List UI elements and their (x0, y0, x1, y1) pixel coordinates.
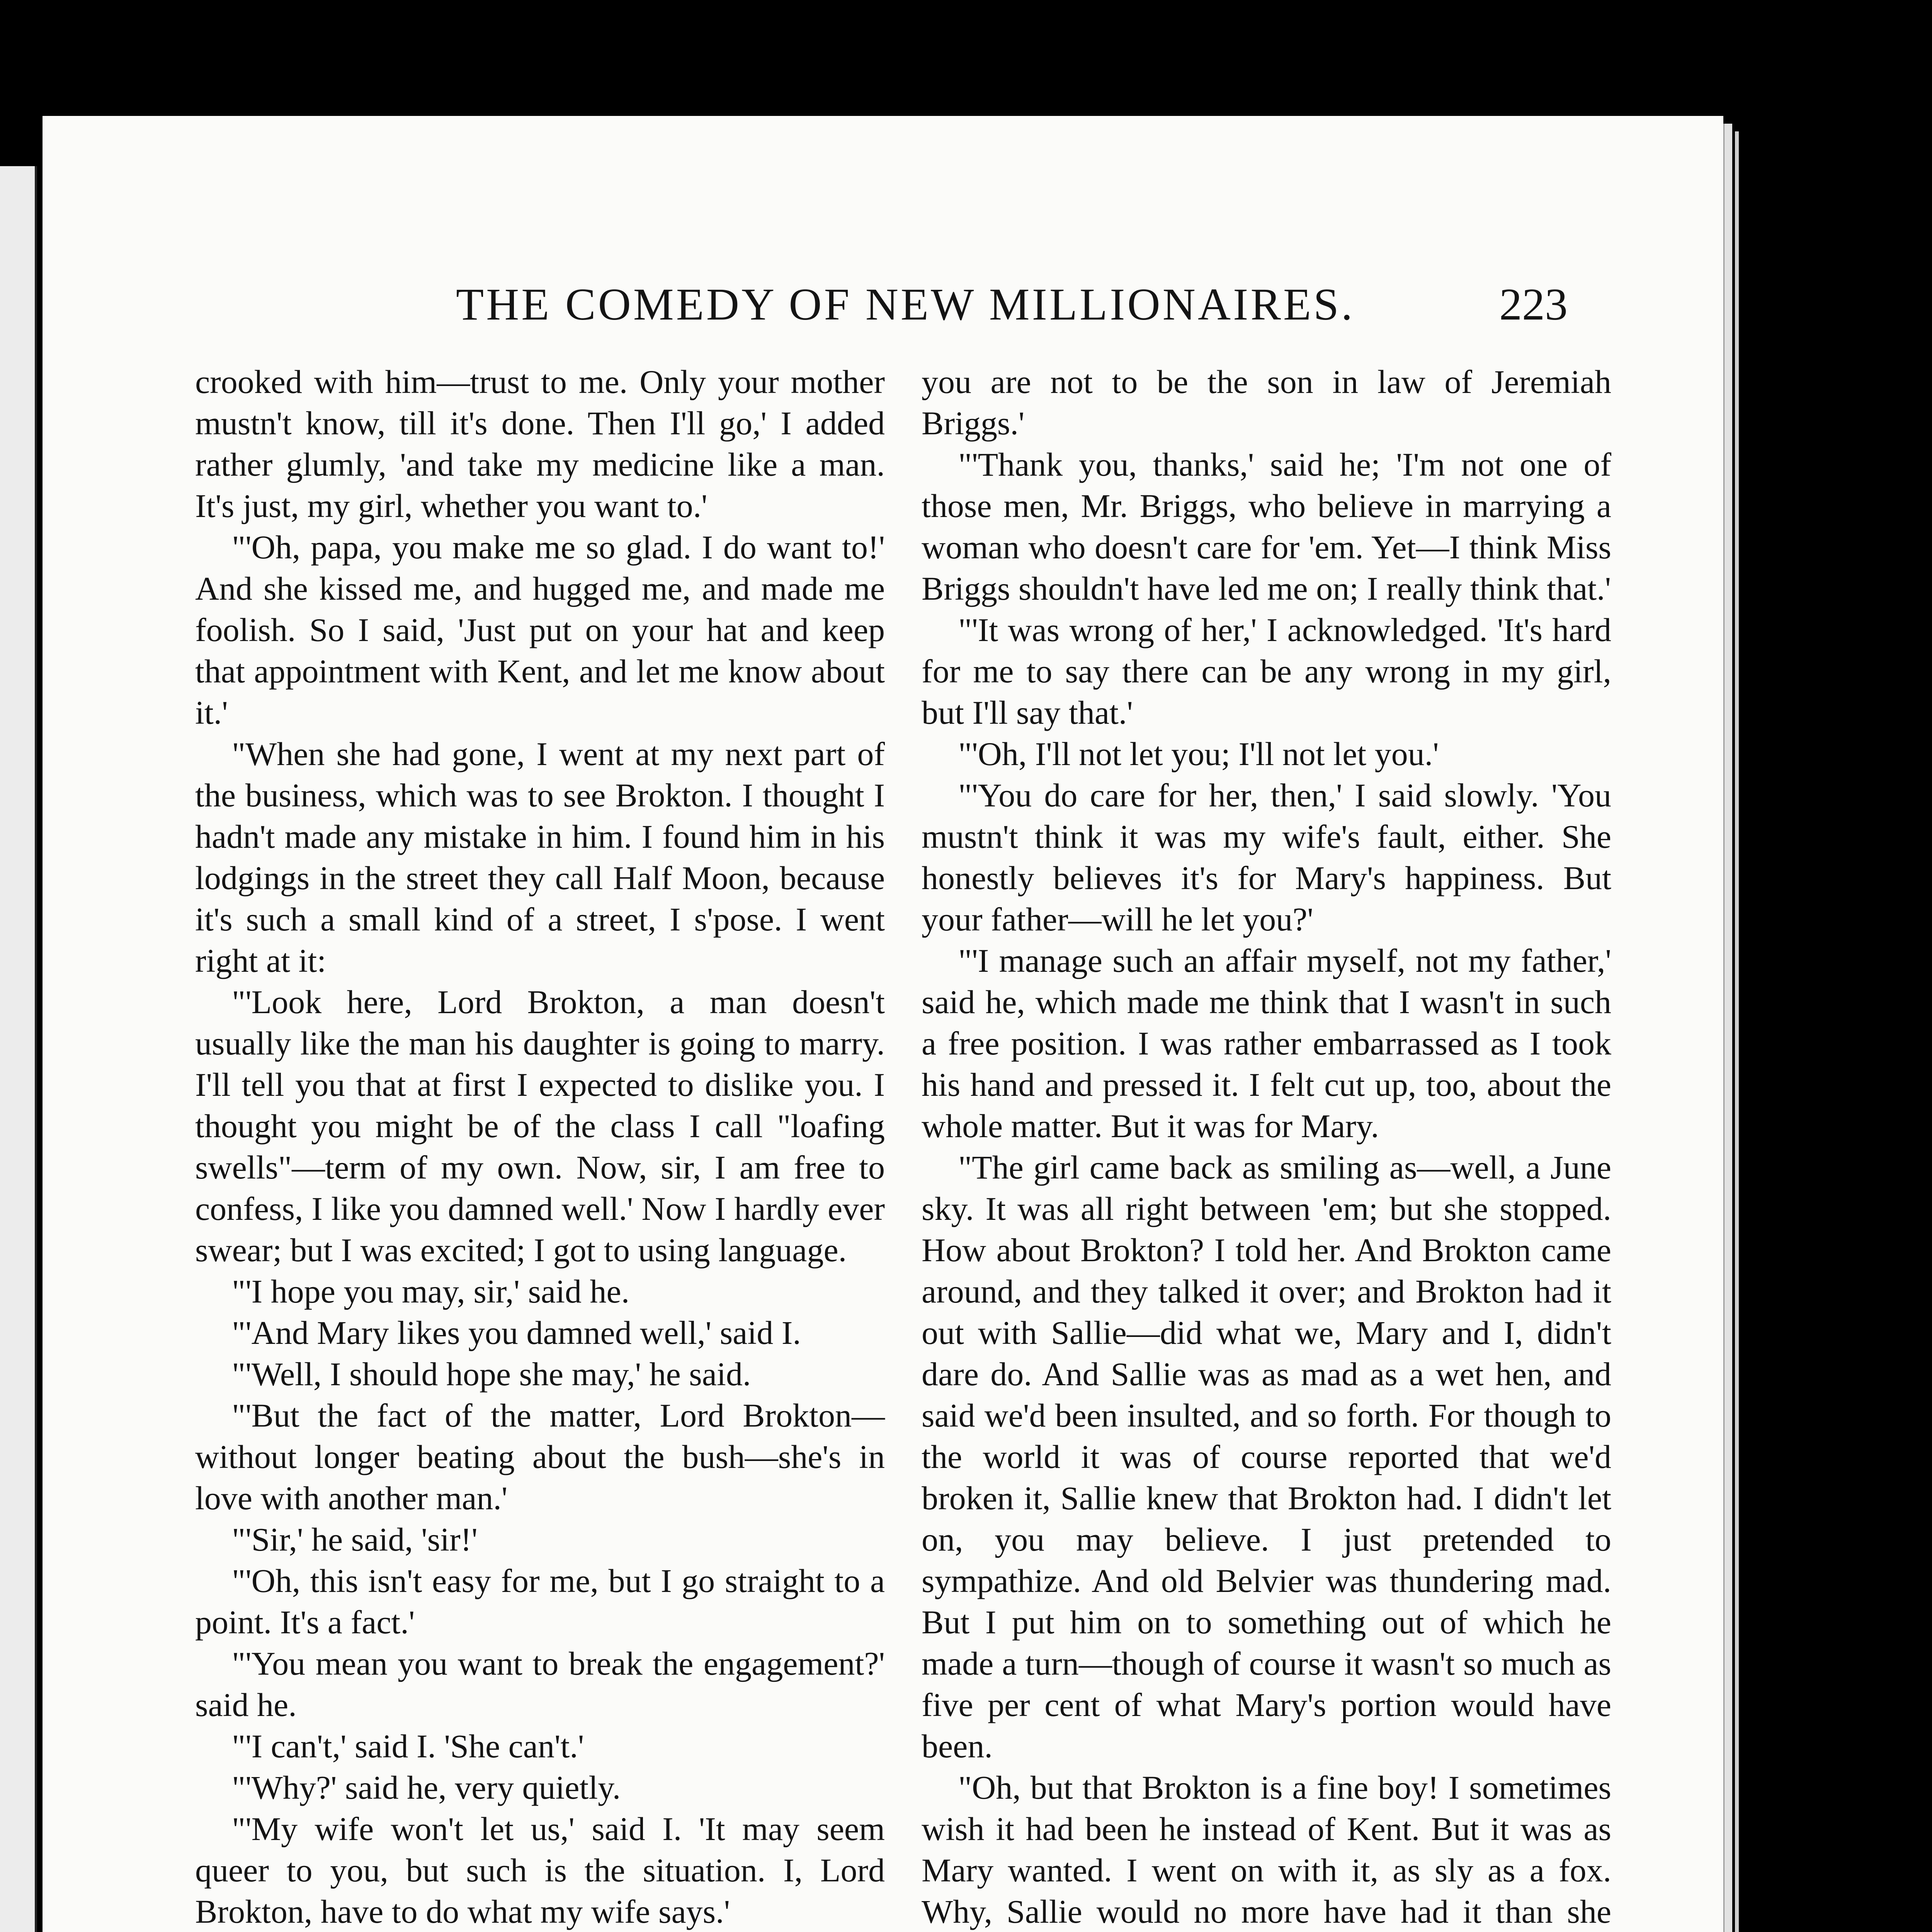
paragraph: "'And Mary likes you damned well,' said I. (232, 1314, 801, 1351)
paragraph: "'Well, I should hope she may,' he said. (232, 1355, 751, 1393)
facing-page-edge (0, 166, 37, 1932)
running-head: THE COMEDY OF NEW MILLIONAIRES. (456, 279, 1355, 330)
text-column-left (195, 361, 885, 1932)
paragraph: "'Look here, Lord Brokton, a man doesn't usually like the man his daughter is going to marry. I'll tell you that at first I expected to dislike you. I thought you might be of the class I call "loafing swells"—term of my own. Now, sir, I am free to confess, I like you damned well.' Now I hardly ever swear; but I was excited; I got to using language. (195, 983, 885, 1269)
paragraph: "'I manage such an affair myself, not my father,' said he, which made me think that I wasn't in such a free position. I was rather embarrassed as I took his hand and pressed it. I felt cut up, too, about the whole matter. But it was for Mary. (922, 942, 1611, 1145)
paragraph: "'Oh, papa, you make me so glad. I do want to!' And she kissed me, and hugged me, and made me foolish. So I said, 'Just put on your hat and keep that appointment with Kent, and let me know about it.' (195, 529, 885, 731)
page-stack-edge-inner (1735, 131, 1739, 1932)
paragraph: "'You do care for her, then,' I said slowly. 'You mustn't think it was my wife's fault, either. She honestly believes it's for Mary's happiness. But your father—will he let you?' (922, 777, 1611, 938)
paragraph: "'Oh, this isn't easy for me, but I go straight to a point. It's a fact.' (195, 1562, 885, 1641)
paragraph: "The girl came back as smiling as—well, a June sky. It was all right between 'em; but she stopped. How about Brokton? I told her. And Brokton came around, and they talked it over; and Brokton had it out with Sallie—did what we, Mary and I, didn't dare do. And Sallie was as mad as a wet hen, and said we'd been insulted, and so forth. For though to the world it was of course reported that we'd broken it, Sallie knew that Brokton had. I didn't let on, you may believe. I just pretended to sympathize. And old Belvier was thundering mad. But I put him on to something out of which he made a turn—though of course it wasn't so much as five per cent of what Mary's portion would have been. (922, 1149, 1611, 1765)
paragraph: "'I hope you may, sir,' said he. (232, 1273, 630, 1310)
paragraph: "'Thank you, thanks,' said he; 'I'm not one of those men, Mr. Briggs, who believe in marrying a woman who doesn't care for 'em. Yet—I think Miss Briggs shouldn't have led me on; I really think that.' (922, 446, 1611, 607)
paragraph: crooked with him—trust to me. Only your mother mustn't know, till it's done. Then I'll go,' I added rather glumly, 'and take my medicine like a man. It's just, my girl, whether you want to.' (195, 363, 885, 524)
page-number: 223 (1499, 279, 1568, 330)
paragraph: "When she had gone, I went at my next part of the business, which was to see Brokton. I thought I hadn't made any mistake in him. I found him in his lodgings in the street they call Half Moon, because it's such a small kind of a street, I s'pose. I went right at it: (195, 735, 885, 979)
paragraph: "'Oh, I'll not let you; I'll not let you.' (958, 735, 1439, 772)
paragraph: "'But the fact of the matter, Lord Brokton—without longer beating about the bush—she's in love with another man.' (195, 1397, 885, 1517)
paragraph: "'Sir,' he said, 'sir!' (232, 1521, 478, 1558)
paragraph: "'You mean you want to break the engagement?' said he. (195, 1645, 885, 1723)
paragraph: "'I can't,' said I. 'She can't.' (232, 1728, 584, 1765)
paragraph: you are not to be the son in law of Jeremiah Briggs.' (922, 363, 1611, 442)
paragraph: "Oh, but that Brokton is a fine boy! I sometimes wish it had been he instead of Kent. But it was as Mary wanted. I went on with it, as sly as a fox. Why, Sallie would no more have had it than she (922, 1769, 1611, 1930)
page-stack-edge (1723, 124, 1732, 1932)
paragraph: "'It was wrong of her,' I acknowledged. 'It's hard for me to say there can be any wrong in my girl, but I'll say that.' (922, 611, 1611, 731)
text-column-right (922, 361, 1611, 1932)
paragraph: "'My wife won't let us,' said I. 'It may seem queer to you, but such is the situation. I, Lord Brokton, have to do what my wife says.' (195, 1810, 885, 1930)
paragraph: "'Why?' said he, very quietly. (232, 1769, 621, 1806)
